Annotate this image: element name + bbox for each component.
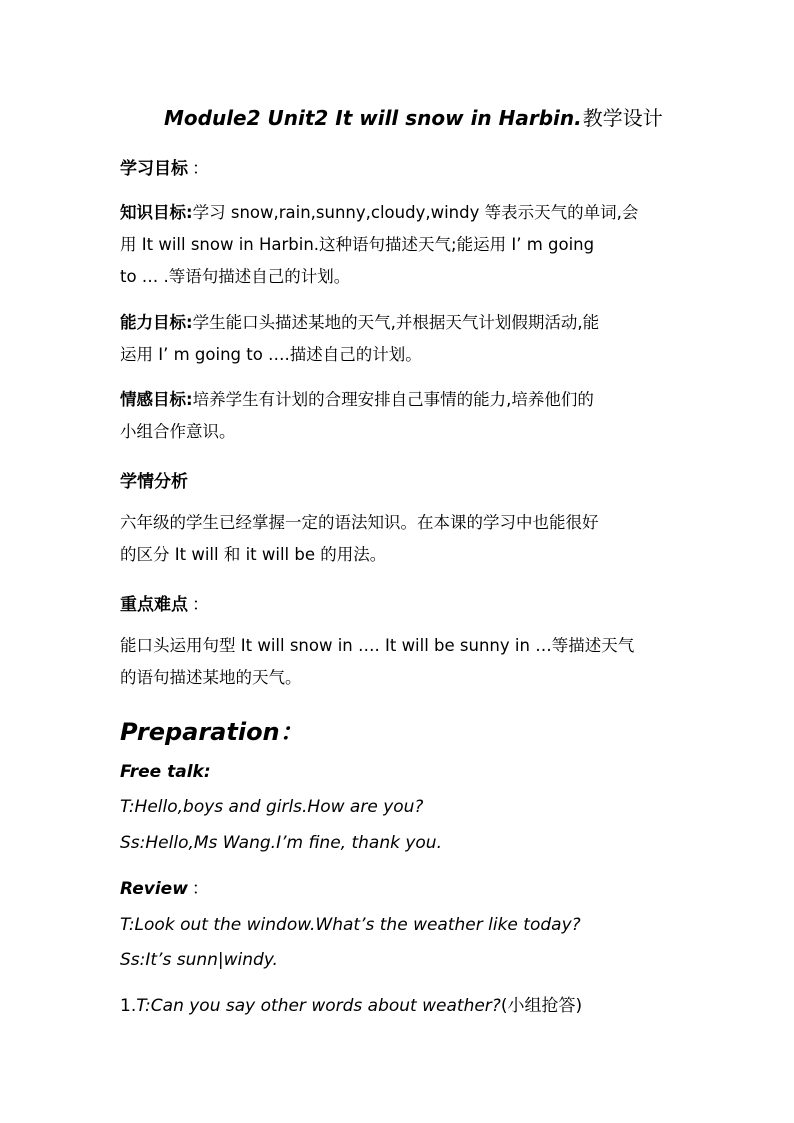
page-title [164,102,663,131]
key-points-line-1: 能口头运用句型 It will snow in …. It will be sunny in …等描述天气 [120,636,635,655]
review-heading: Review ： [120,879,209,899]
analysis-line-2: 的区分 It will 和 it will be 的用法。 [120,545,387,564]
free-talk-line-1: T:Hello,boys and girls.How are you? [120,797,424,817]
review-item-1 [120,991,582,1016]
title-chinese: 教学设计 [582,106,663,130]
emotion-label: 情感目标: [120,390,193,409]
analysis-heading: 学情分析 [120,472,188,492]
knowledge-label: 知识目标: [120,203,193,222]
free-talk-line-2: Ss:Hello,Ms Wang.I’m fine, thank you. [120,833,442,853]
knowledge-line-3: to … .等语句描述自己的计划。 [120,267,351,286]
ability-objective [120,307,670,371]
free-talk-heading: Free talk: [120,762,211,782]
knowledge-line-2: 用 It will snow in Harbin.这种语句描述天气;能运用 I’ m going [120,235,595,254]
ability-line-1: 能力目标:学生能口头描述某地的天气,并根据天气计划假期活动,能 [120,313,600,332]
title-english: Module2 Unit2 It will snow in Harbin. [164,106,582,130]
item-question: T:Can you say other words about weather? [136,996,501,1016]
key-points-heading: 重点难点 ： [120,595,209,615]
knowledge-line-1: 知识目标:学习 snow,rain,sunny,cloudy,windy 等表示天气的单词,会 [120,203,639,222]
key-points-line-2: 的语句描述某地的天气。 [120,668,302,687]
knowledge-objective [120,197,670,293]
review-line-2: Ss:It’s sunn|windy. [120,950,278,970]
analysis-paragraph [120,507,670,571]
ability-line-2: 运用 I’ m going to ….描述自己的计划。 [120,345,422,364]
ability-label: 能力目标: [120,313,193,332]
emotion-line-2: 小组合作意识。 [120,422,236,441]
objectives-heading: 学习目标 ： [120,159,209,179]
preparation-heading: Preparation： [120,718,304,746]
analysis-line-1: 六年级的学生已经掌握一定的语法知识。在本课的学习中也能很好 [120,513,599,532]
review-line-1: T:Look out the window.What’s the weather like today? [120,915,581,935]
emotion-objective [120,384,670,448]
key-points-paragraph [120,630,670,694]
emotion-line-1: 情感目标:培养学生有计划的合理安排自己事情的能力,培养他们的 [120,390,594,409]
item-note: (小组抢答) [500,996,583,1016]
item-number: 1. [120,996,137,1016]
